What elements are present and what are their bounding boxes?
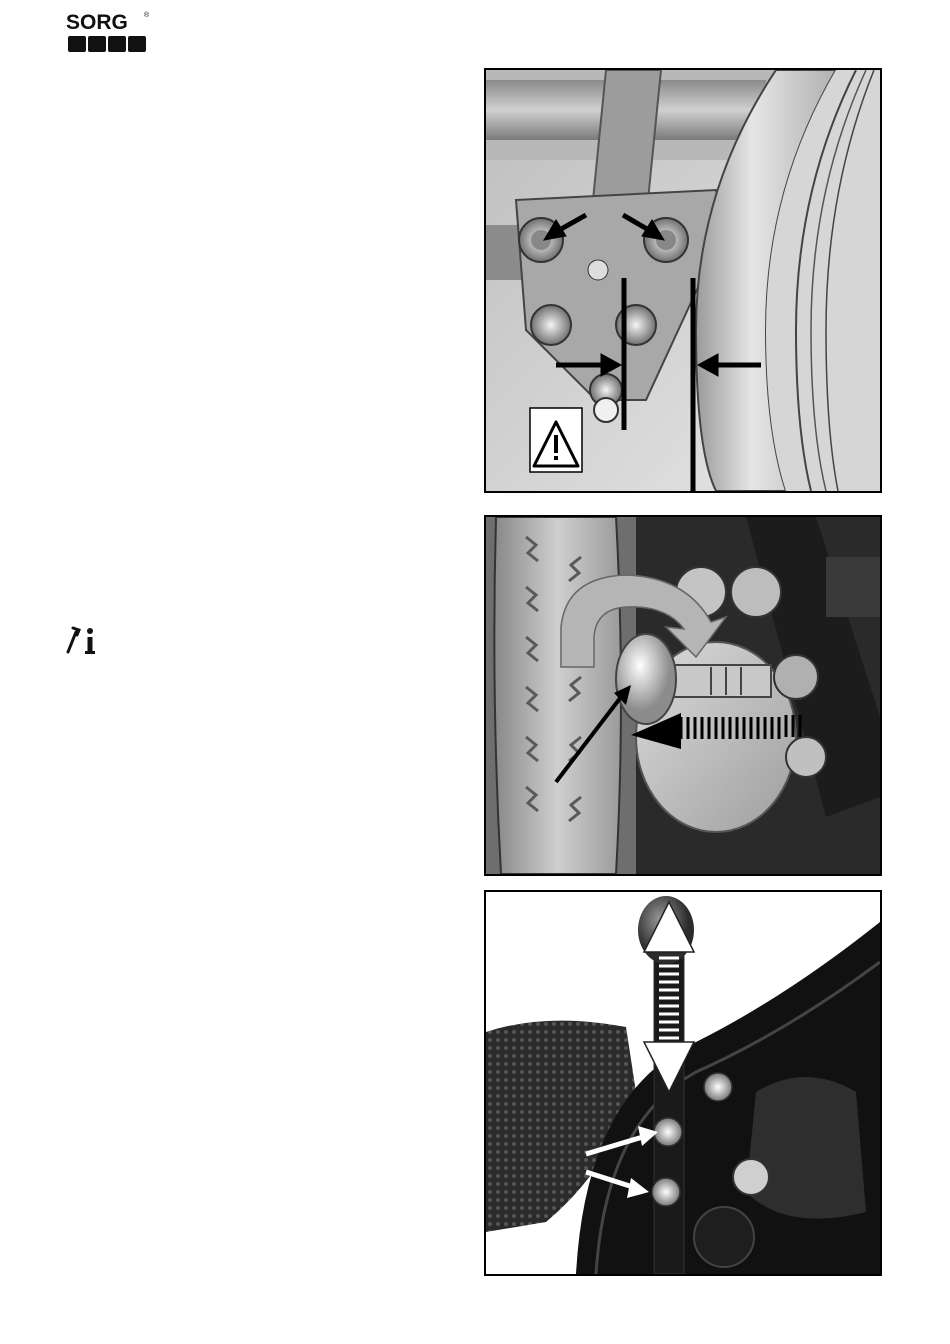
registered-mark: ® bbox=[144, 12, 150, 19]
figure-2 bbox=[484, 515, 882, 876]
warning-triangle-icon bbox=[530, 408, 582, 472]
sorg-logo bbox=[66, 12, 150, 54]
logo-text: SORG bbox=[66, 11, 128, 34]
figure-1 bbox=[484, 68, 882, 493]
figure-3 bbox=[484, 890, 882, 1276]
tool-info-icon bbox=[64, 622, 104, 658]
logo-blocks bbox=[68, 36, 146, 52]
